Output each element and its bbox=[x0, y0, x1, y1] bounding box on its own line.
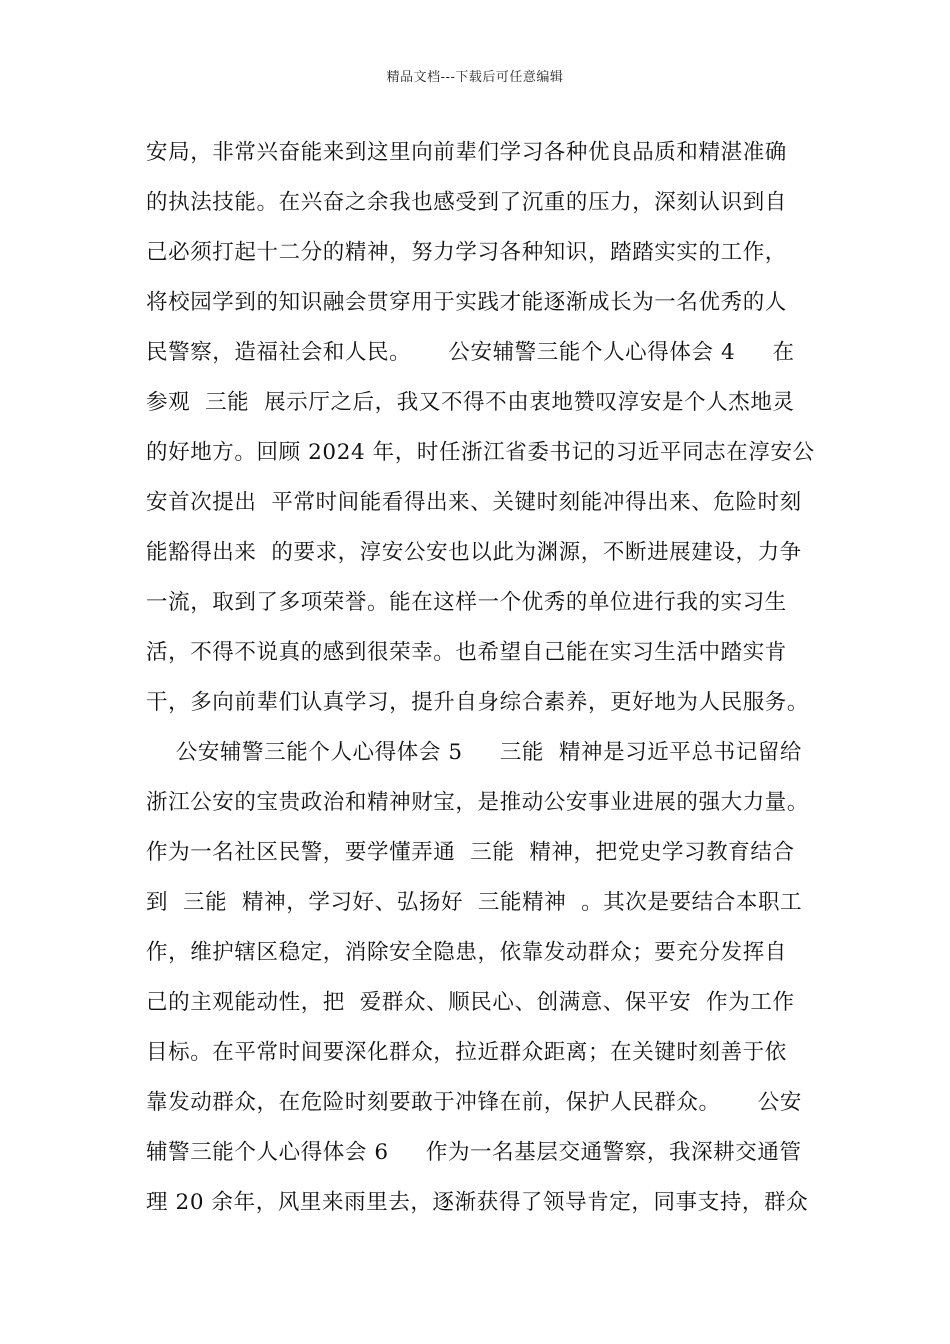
text-line: 能豁得出来 的要求，淳安公安也以此为渊源，不断进展建设，力争 bbox=[146, 540, 802, 565]
text-line: 作为一名社区民警，要学懂弄通 三能 精神，把党史学习教育结合 bbox=[146, 840, 795, 865]
page-header: 精品文档---下载后可任意编辑 bbox=[386, 70, 564, 85]
text-line: 目标。在平常时间要深化群众，拉近群众距离；在关键时刻善于依 bbox=[146, 1040, 787, 1065]
text-line: 将校园学到的知识融会贯穿用于实践才能逐渐成长为一名优秀的人 bbox=[146, 290, 787, 315]
text-line: 活，不得不说真的感到很荣幸。也希望自己能在实习生活中踏实肯 bbox=[146, 640, 787, 665]
text-line: 安首次提出 平常时间能看得出来、关键时刻能冲得出来、危险时刻 bbox=[146, 490, 802, 515]
text-line: 到 三能 精神，学习好、弘扬好 三能精神 。其次是要结合本职工 bbox=[146, 890, 803, 915]
text-line: 公安辅警三能个人心得体会 5 三能 精神是习近平总书记留给 bbox=[146, 740, 802, 765]
text-line: 辅警三能个人心得体会 6 作为一名基层交通警察，我深耕交通管 bbox=[146, 1140, 802, 1165]
text-line: 参观 三能 展示厅之后，我又不得不由衷地赞叹淳安是个人杰地灵 bbox=[146, 390, 795, 415]
text-line: 理 20 余年，风里来雨里去，逐渐获得了领导肯定，同事支持，群众 bbox=[146, 1190, 809, 1215]
text-line: 的好地方。回顾 2024 年，时任浙江省委书记的习近平同志在淳安公 bbox=[146, 440, 815, 465]
text-line: 干，多向前辈们认真学习，提升自身综合素养，更好地为人民服务。 bbox=[146, 690, 810, 715]
text-line: 浙江公安的宝贵政治和精神财宝，是推动公安事业进展的强大力量。 bbox=[146, 790, 810, 815]
text-line: 一流，取到了多项荣誉。能在这样一个优秀的单位进行我的实习生 bbox=[146, 590, 787, 615]
document-body bbox=[146, 128, 826, 1228]
text-line: 己的主观能动性，把 爱群众、顺民心、创满意、保平安 作为工作 bbox=[146, 990, 795, 1015]
text-line: 作，维护辖区稳定，消除安全隐患，依靠发动群众；要充分发挥自 bbox=[146, 940, 787, 965]
text-line: 靠发动群众，在危险时刻要敢于冲锋在前，保护人民群众。 公安 bbox=[146, 1090, 802, 1115]
text-line: 己必须打起十二分的精神，努力学习各种知识，踏踏实实的工作， bbox=[146, 240, 787, 265]
text-line: 民警察，造福社会和人民。 公安辅警三能个人心得体会 4 在 bbox=[146, 340, 795, 365]
text-line: 的执法技能。在兴奋之余我也感受到了沉重的压力，深刻认识到自 bbox=[146, 190, 787, 215]
text-line: 安局，非常兴奋能来到这里向前辈们学习各种优良品质和精湛准确 bbox=[146, 140, 787, 165]
